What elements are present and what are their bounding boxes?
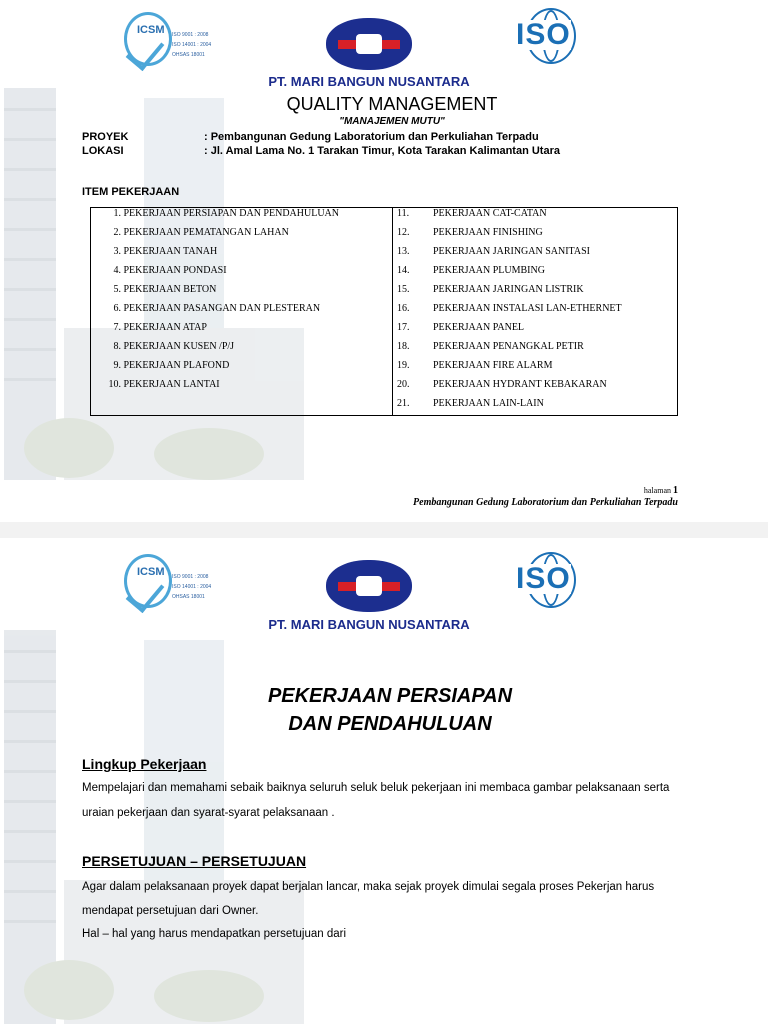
company-logo (326, 18, 412, 70)
company-name: PT. MARI BANGUN NUSANTARA (268, 74, 470, 89)
work-item-number: 2. (113, 227, 121, 238)
work-item-number: 1. (113, 208, 121, 219)
work-item (397, 398, 544, 410)
footer-project-title: Pembangunan Gedung Laboratorium dan Perkuliahan Terpadu (413, 497, 678, 508)
work-item (103, 322, 207, 334)
work-item-number: 10. (108, 379, 121, 390)
work-item-number: 6. (113, 303, 121, 314)
project-value: : Pembangunan Gedung Laboratorium dan Perkuliahan Terpadu (204, 131, 539, 143)
document-subtitle: "MANAJEMEN MUTU" (339, 116, 445, 127)
work-item-number: 18. (397, 341, 410, 352)
section-title-line2: DAN PENDAHULUAN (288, 713, 492, 735)
project-label: PROYEK (82, 131, 129, 143)
icsm-logo (124, 552, 224, 614)
location-label: LOKASI (82, 145, 124, 157)
icsm-cert: OHSAS 18001 (172, 594, 205, 600)
icsm-cert: ISO 9001 : 2008 (172, 32, 209, 38)
work-item-number: 9. (113, 360, 121, 371)
section-title-line1: PEKERJAAN PERSIAPAN (267, 685, 513, 707)
work-item-label: PEKERJAAN LANTAI (123, 379, 220, 390)
work-item-label: PEKERJAAN INSTALASI LAN-ETHERNET (433, 303, 622, 314)
work-item-label: PEKERJAAN PEMATANGAN LAHAN (123, 227, 289, 238)
work-item (103, 208, 339, 220)
location-value: : Jl. Amal Lama No. 1 Tarakan Timur, Kota Tarakan Kalimantan Utara (204, 145, 560, 157)
scope-paragraph-line: uraian pekerjaan dan syarat-syarat pelaksanaan . (82, 807, 335, 819)
iso-logo (514, 8, 588, 66)
approval-paragraph-line: Agar dalam pelaksanaan proyek dapat berjalan lancar, maka sejak proyek dimulai segala proses Pekerjan harus (82, 881, 655, 893)
icsm-cert: OHSAS 18001 (172, 52, 205, 58)
iso-label: ISO (516, 562, 571, 595)
work-item-number: 17. (397, 322, 410, 333)
icsm-cert: ISO 9001 : 2008 (172, 574, 209, 580)
work-item (397, 246, 590, 258)
work-item-label: PEKERJAAN LAIN-LAIN (433, 398, 544, 409)
work-item-label: PEKERJAAN FINISHING (433, 227, 543, 238)
work-item-number: 21. (397, 398, 410, 409)
work-item-label: PEKERJAAN TANAH (123, 246, 218, 257)
work-item (397, 341, 584, 353)
page-label: halaman (643, 486, 671, 495)
work-item-label: PEKERJAAN JARINGAN SANITASI (433, 246, 590, 257)
work-item-number: 13. (397, 246, 410, 257)
icsm-label: ICSM (137, 24, 165, 36)
work-item-label: PEKERJAAN PERSIAPAN DAN PENDAHULUAN (123, 208, 339, 219)
work-item-label: PEKERJAAN CAT-CATAN (433, 208, 547, 219)
page-separator (0, 522, 768, 538)
work-item-label: PEKERJAAN JARINGAN LISTRIK (433, 284, 584, 295)
work-item (397, 208, 547, 220)
approval-paragraph-line: mendapat persetujuan dari Owner. (82, 905, 259, 917)
scope-paragraph-line: Mempelajari dan memahami sebaik baiknya seluruh seluk beluk pekerjaan ini membaca gambar pelaksanaan serta (82, 782, 670, 794)
work-item (103, 265, 227, 277)
work-item-label: PEKERJAAN PANEL (433, 322, 525, 333)
work-item-label: PEKERJAAN KUSEN /P/J (123, 341, 235, 352)
work-item-number: 5. (113, 284, 121, 295)
icsm-label: ICSM (137, 566, 165, 578)
company-logo (326, 560, 412, 612)
work-item-number: 20. (397, 379, 410, 390)
approval-paragraph-line: Hal – hal yang harus mendapatkan persetujuan dari (82, 928, 347, 940)
work-items-table (90, 207, 678, 416)
iso-logo (514, 552, 588, 610)
work-item-number: 7. (113, 322, 121, 333)
icsm-logo (124, 10, 224, 72)
work-item (103, 360, 229, 372)
work-item-label: PEKERJAAN HYDRANT KEBAKARAN (433, 379, 607, 390)
work-item (397, 284, 584, 296)
work-item (103, 284, 216, 296)
work-item (397, 265, 545, 277)
icsm-cert: ISO 14001 : 2004 (172, 42, 212, 48)
document-title: QUALITY MANAGEMENT (286, 94, 498, 114)
work-item (397, 303, 622, 315)
work-item (103, 246, 217, 258)
work-item-number: 12. (397, 227, 410, 238)
work-item-number: 3. (113, 246, 121, 257)
work-item-number: 16. (397, 303, 410, 314)
work-item-label: PEKERJAAN PONDASI (123, 265, 227, 276)
work-item (397, 227, 543, 239)
page-number (644, 485, 678, 496)
work-item-label: PEKERJAAN PENANGKAL PETIR (433, 341, 584, 352)
work-item-label: PEKERJAAN PASANGAN DAN PLESTERAN (123, 303, 321, 314)
document-page-2 (0, 540, 768, 1024)
work-item-label: PEKERJAAN FIRE ALARM (433, 360, 553, 371)
work-item-label: PEKERJAAN PLUMBING (433, 265, 545, 276)
work-item-number: 19. (397, 360, 410, 371)
work-item (397, 360, 552, 372)
work-item-label: PEKERJAAN BETON (123, 284, 217, 295)
items-heading: ITEM PEKERJAAN (82, 186, 180, 198)
work-item-label: PEKERJAAN PLAFOND (123, 360, 230, 371)
work-item (103, 227, 289, 239)
icsm-cert: ISO 14001 : 2004 (172, 584, 212, 590)
work-item-number: 8. (113, 341, 121, 352)
work-item-label: PEKERJAAN ATAP (123, 322, 207, 333)
work-item-number: 4. (113, 265, 121, 276)
page-number-value: 1 (673, 485, 678, 496)
work-item (103, 341, 234, 353)
work-item-number: 14. (397, 265, 410, 276)
work-item (397, 379, 607, 391)
approval-heading: PERSETUJUAN – PERSETUJUAN (82, 853, 307, 869)
company-name: PT. MARI BANGUN NUSANTARA (268, 617, 470, 632)
work-item (397, 322, 524, 334)
scope-heading: Lingkup Pekerjaan (82, 756, 207, 772)
work-item-number: 11. (397, 208, 410, 219)
work-item (103, 303, 320, 315)
iso-label: ISO (516, 18, 571, 51)
work-item-number: 15. (397, 284, 410, 295)
work-item (103, 379, 220, 391)
